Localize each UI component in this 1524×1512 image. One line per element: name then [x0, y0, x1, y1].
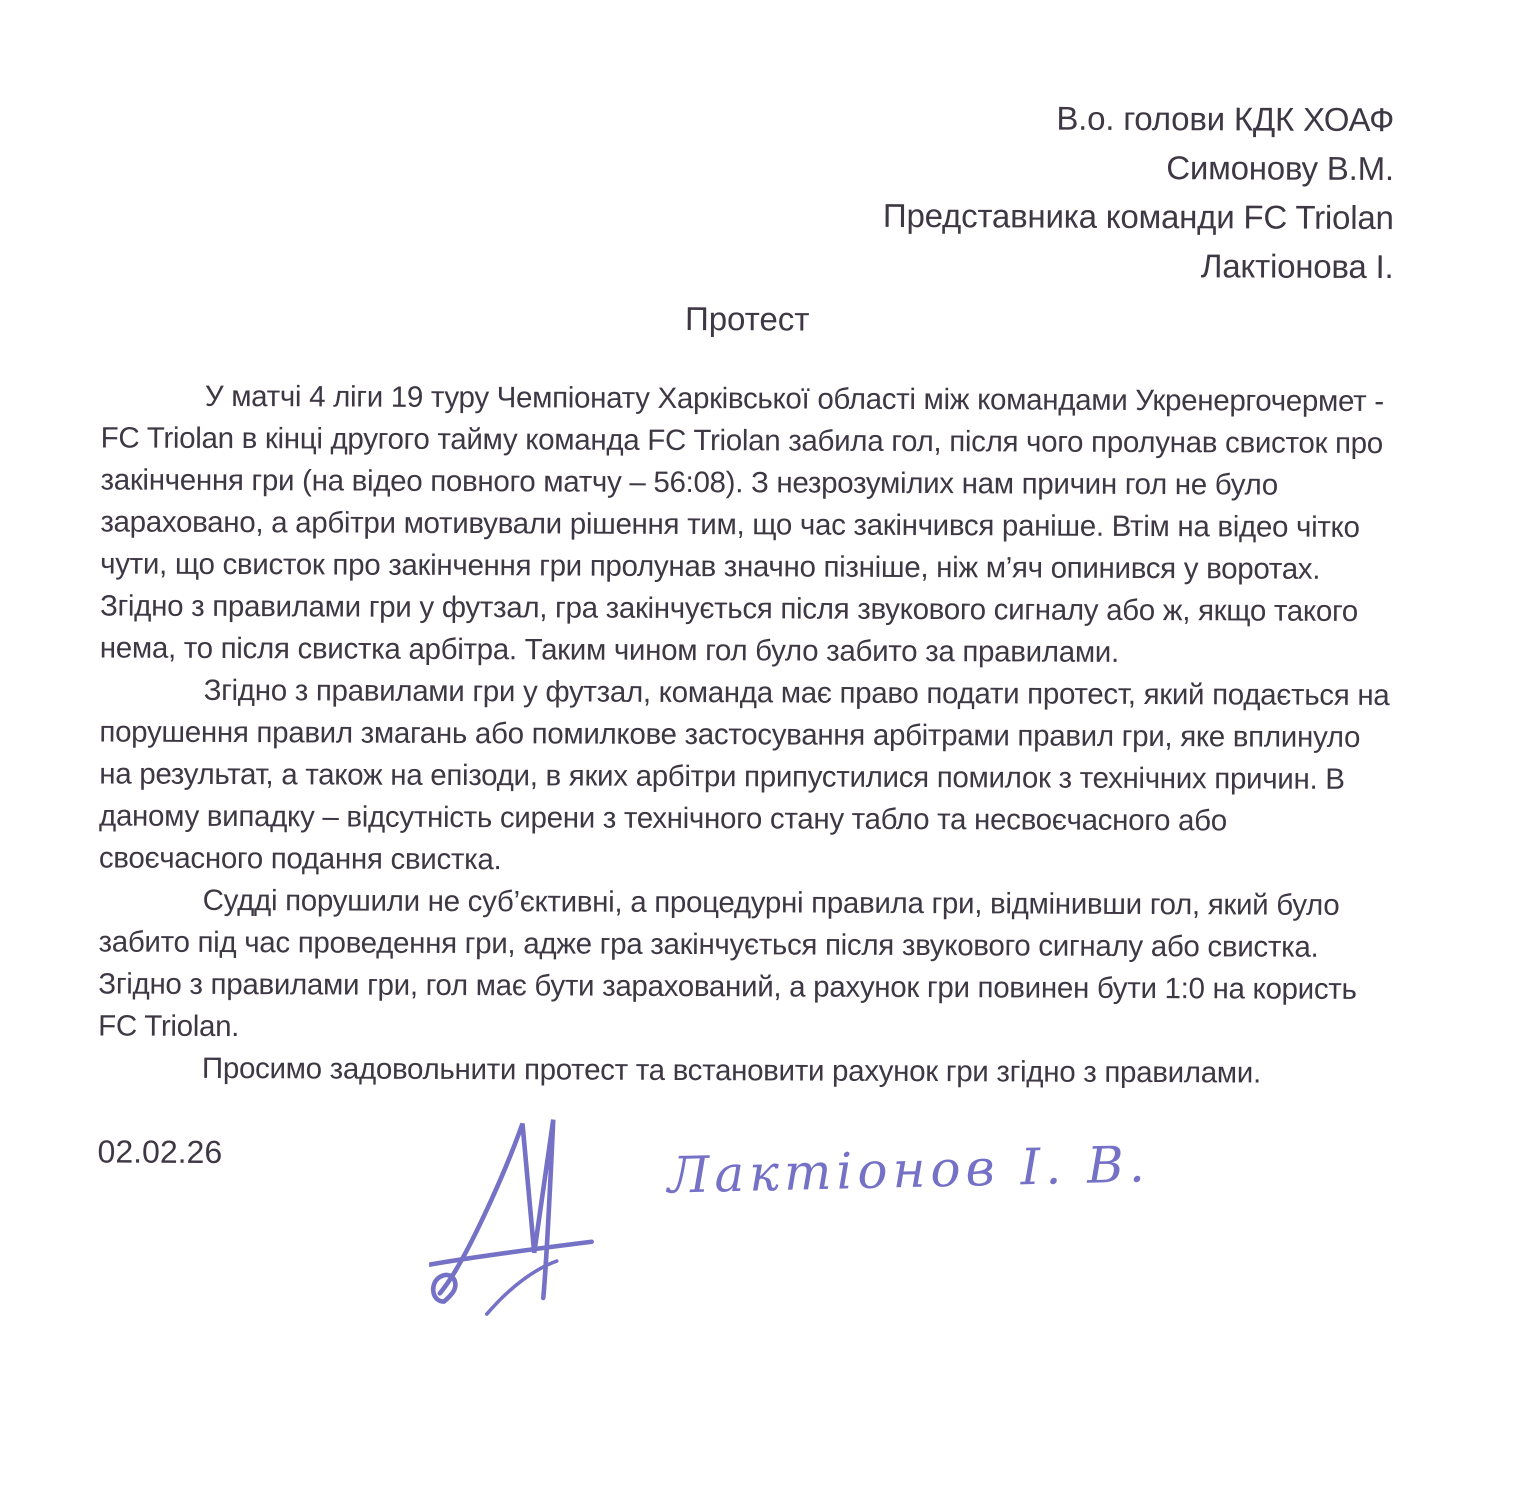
recipient-block [101, 89, 1394, 291]
recipient-line: Представника команди FC Triolan [882, 196, 1394, 237]
body-paragraph: Судді порушили не суб’єктивні, а процедурні правила гри, відмінивши гол, який було забито під час проведення гри, адже гра закінчується після звукового сигналу або свистка. Згідно з правилами гри, гол має бути зарахований, а рахунок гри повинен бути 1:0 на користь FC Triolan. [98, 883, 1357, 1044]
body-paragraph: Згідно з правилами гри у футзал, команда має право подати протест, який подається на порушення правил змагань або помилкове застосування арбітрами правил гри, яке вплинуло на результат, а також на епізоди, в яких арбітри припустилися помилок з технічних причин. В даному випадку – відсутність сирени з технічного стану табло та несвоєчасного або своєчасного подання свистка. [98, 673, 1390, 877]
footer [97, 1089, 1390, 1375]
date-text: 02.02.26 [97, 1133, 223, 1170]
handwritten-signature-icon [429, 1111, 595, 1317]
document-title: Протест [684, 299, 810, 338]
recipient-line: Лактіонова І. [1200, 247, 1394, 286]
signature-name: Лактіонов І. В. [666, 1135, 1151, 1205]
body-paragraph: У матчі 4 ліги 19 туру Чемпіонату Харківської області між командами Укренергочермет - FC Triolan в кінці другого тайму команда FC Triolan забила гол, після чого пролунав свисток про закінчення гри (на відео повного матчу – 56:08). З незрозумілих нам причин гол не було зараховано, а арбітри мотивували рішення тим, що час закінчився раніше. Втім на відео чітко чути, що свисток про закінчення гри пролунав значно пізніше, ніж м’яч опинився у воротах. Згідно з правилами гри у футзал, гра закінчується після звукового сигналу або ж, якщо такого нема, то після свистка арбітра. Таким чином гол було забито за правилами. [99, 379, 1384, 669]
body-paragraph: Просимо задовольнити протест та встановити рахунок гри згідно з правилами. [201, 1051, 1261, 1090]
letter-body [98, 375, 1393, 1095]
recipient-line: Симонову В.М. [1166, 149, 1394, 188]
recipient-line: В.о. голови КДК ХОАФ [1056, 99, 1395, 139]
